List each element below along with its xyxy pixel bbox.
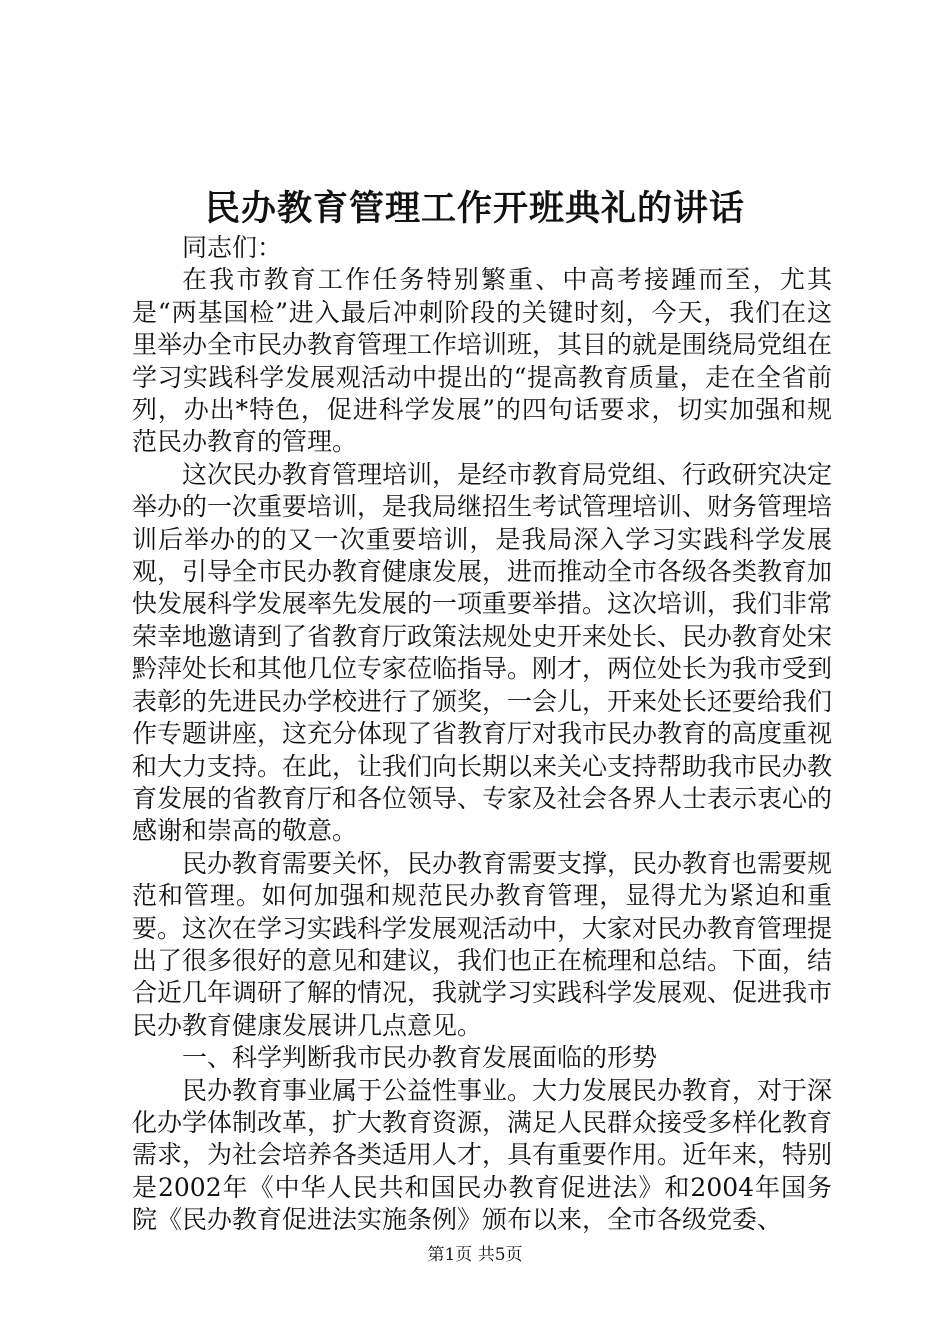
section-heading: 一、科学判断我市民办教育发展面临的形势 bbox=[182, 1043, 658, 1073]
document-title: 民办教育管理工作开班典礼的讲话 bbox=[204, 188, 745, 229]
paragraph: 民办教育需要关怀，民办教育需要支撑，民办教育也需要规范和管理。如何加强和规范民办教育管理，显得尤为紧迫和重要。这次在学习实践科学发展观活动中，大家对民办教育管理提出了很多很好的意见和建议，我们也正在梳理和总结。下面，结合近几年调研了解的情况，我就学习实践科学发展观、促进我市民办教育健康发展讲几点意见。 bbox=[132, 848, 833, 1040]
salutation: 同志们： bbox=[182, 233, 283, 262]
document-body bbox=[132, 232, 832, 1237]
paragraph: 民办教育事业属于公益性事业。大力发展民办教育，对于深化办学体制改革，扩大教育资源，满足人民群众接受多样化教育需求，为社会培养各类适用人才，具有重要作用。近年来，特别是2002年《中华人民共和国民办教育促进法》和2004年国务院《民办教育促进法实施条例》颁布以来，全市各级党委、 bbox=[132, 1075, 833, 1235]
page-number-footer: 第1页 共5页 bbox=[427, 1245, 523, 1265]
paragraph: 这次民办教育管理培训，是经市教育局党组、行政研究决定举办的一次重要培训，是我局继招生考试管理培训、财务管理培训后举办的的又一次重要培训，是我局深入学习实践科学发展观，引导全市民办教育健康发展，进而推动全市各级各类教育加快发展科学发展率先发展的一项重要举措。这次培训，我们非常荣幸地邀请到了省教育厅政策法规处史开来处长、民办教育处宋黔萍处长和其他几位专家莅临指导。刚才，两位处长为我市受到表彰的先进民办学校进行了颁奖，一会儿，开来处长还要给我们作专题讲座，这充分体现了省教育厅对我市民办教育的高度重视和大力支持。在此，让我们向长期以来关心支持帮助我市民办教育发展的省教育厅和各位领导、专家及社会各界人士表示衷心的感谢和崇高的敬意。 bbox=[132, 459, 833, 846]
paragraph: 在我市教育工作任务特别繁重、中高考接踵而至，尤其是“两基国检”进入最后冲刺阶段的关键时刻，今天，我们在这里举办全市民办教育管理工作培训班，其目的就是围绕局党组在学习实践科学发展观活动中提出的“提高教育质量，走在全省前列，办出*特色，促进科学发展”的四句话要求，切实加强和规范民办教育的管理。 bbox=[132, 265, 833, 457]
